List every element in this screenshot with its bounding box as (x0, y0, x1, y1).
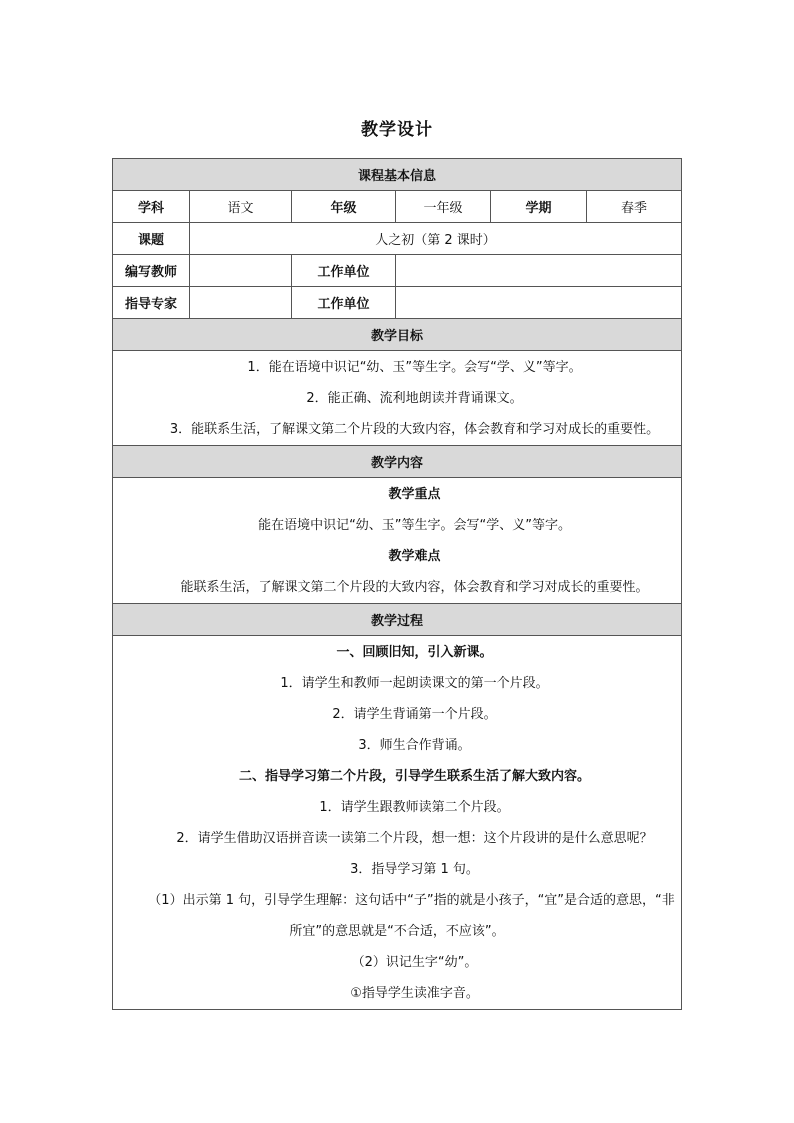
sub-step-2: （2）识记生字“幼”。 (351, 955, 478, 970)
objective-item: 3．能联系生活，了解课文第二个片段的大致内容，体会教育和学习对成长的重要性。 (169, 422, 660, 437)
objectives-body (113, 351, 682, 446)
document-title: 教学设计 (361, 120, 433, 140)
expert-unit-label: 工作单位 (292, 287, 396, 319)
process-item: 3．师生合作背诵。 (358, 738, 471, 753)
term-label: 学期 (491, 191, 587, 223)
content-body (113, 478, 682, 604)
process-item: 2．请学生借助汉语拼音读一读第二个片段，想一想：这个片段讲的是什么意思呢？ (176, 831, 653, 846)
process-item: 2．请学生背诵第一个片段。 (332, 707, 497, 722)
process-item: 1．请学生跟教师读第二个片段。 (319, 800, 510, 815)
term-value: 春季 (587, 191, 682, 223)
expert-label: 指导专家 (113, 287, 190, 319)
process-row (113, 636, 682, 1010)
process-item: 1．请学生和教师一起朗读课文的第一个片段。 (280, 676, 549, 691)
author-unit-label: 工作单位 (292, 255, 396, 287)
topic-value: 人之初（第 2 课时） (190, 223, 682, 255)
key-points-text: 能在语境中识记“幼、玉”等生字。会写“学、义”等字。 (258, 518, 572, 533)
author-row (113, 255, 682, 287)
basic-info-heading: 课程基本信息 (113, 159, 682, 191)
content-heading: 教学内容 (113, 446, 682, 478)
objectives-header-row (113, 319, 682, 351)
sub-step-1-paragraph: （1）出示第 1 句，引导学生理解：这句话中“子”指的就是小孩子，“宜”是合适的意思，“非所宜”的意思就是“不合适，不应该”。 (148, 893, 675, 939)
expert-unit-value (396, 287, 682, 319)
subject-label: 学科 (113, 191, 190, 223)
objectives-row (113, 351, 682, 446)
author-label: 编写教师 (113, 255, 190, 287)
grade-label: 年级 (292, 191, 396, 223)
subject-row (113, 191, 682, 223)
topic-row (113, 223, 682, 255)
subject-value: 语文 (190, 191, 292, 223)
author-unit-value (396, 255, 682, 287)
section-heading-2: 二、指导学习第二个片段，引导学生联系生活了解大致内容。 (239, 769, 591, 784)
objectives-heading: 教学目标 (113, 319, 682, 351)
content-header-row (113, 446, 682, 478)
process-body (113, 636, 682, 1010)
expert-row (113, 287, 682, 319)
author-value (190, 255, 292, 287)
sub-step-2-item: ①指导学生读准字音。 (350, 986, 479, 1001)
expert-value (190, 287, 292, 319)
process-header-row (113, 604, 682, 636)
process-item: 3．指导学习第 1 句。 (350, 862, 479, 877)
basic-info-header-row (113, 159, 682, 191)
topic-label: 课题 (113, 223, 190, 255)
content-row (113, 478, 682, 604)
lesson-plan-table (112, 158, 682, 1010)
process-heading: 教学过程 (113, 604, 682, 636)
key-points-label: 教学重点 (388, 487, 441, 502)
difficulty-label: 教学难点 (388, 549, 441, 564)
grade-value: 一年级 (396, 191, 491, 223)
objective-item: 1．能在语境中识记“幼、玉”等生字。会写“学、义”等字。 (247, 360, 582, 375)
section-heading-1: 一、回顾旧知，引入新课。 (336, 645, 493, 660)
objective-item: 2．能正确、流利地朗读并背诵课文。 (306, 391, 523, 406)
difficulty-text: 能联系生活，了解课文第二个片段的大致内容，体会教育和学习对成长的重要性。 (180, 580, 649, 595)
